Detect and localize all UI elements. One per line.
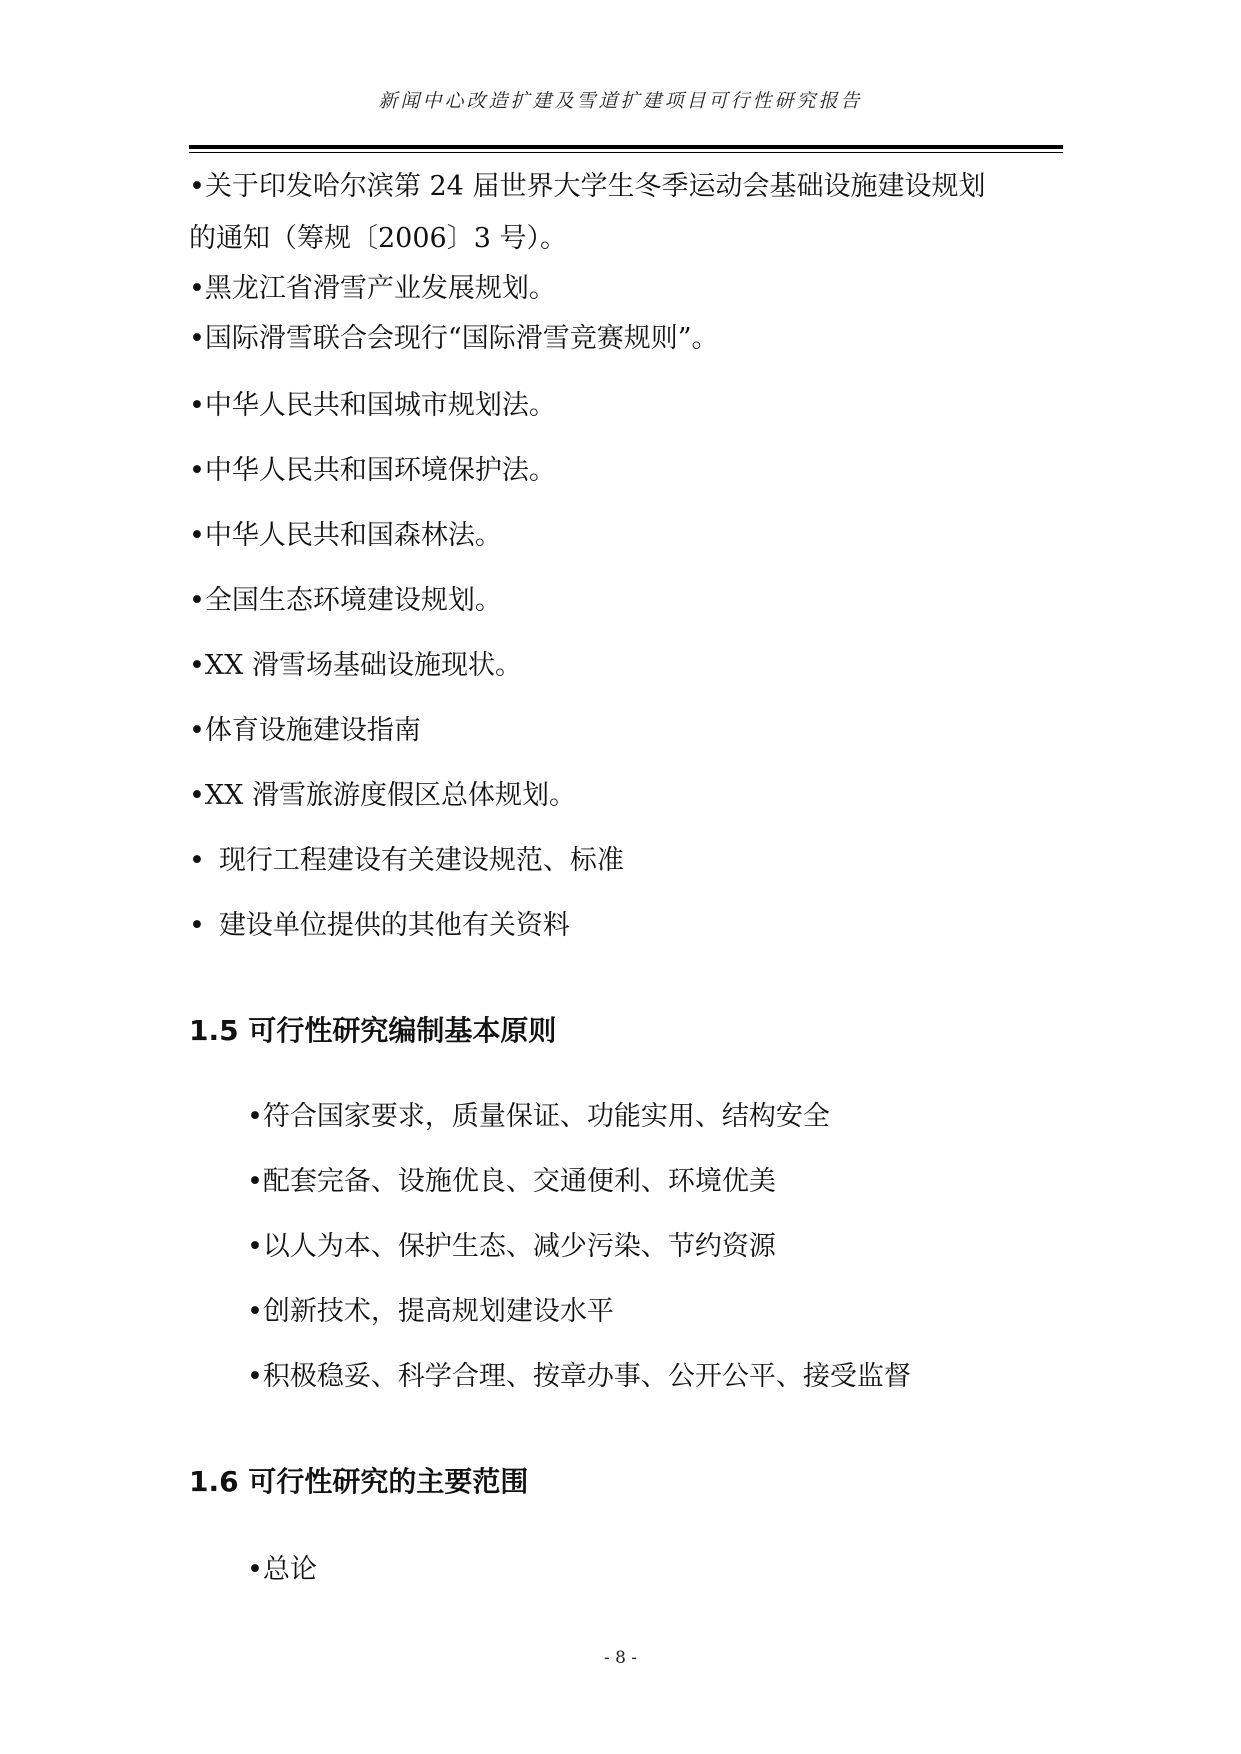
section-heading-1-6: 1.6 可行性研究的主要范围 xyxy=(189,1465,529,1498)
list-item: •积极稳妥、科学合理、按章办事、公开公平、接受监督 xyxy=(247,1361,911,1392)
list-item: •创新技术，提高规划建设水平 xyxy=(247,1296,614,1327)
list-item: •总论 xyxy=(247,1554,317,1585)
bullet: • xyxy=(189,910,205,941)
list-item: •全国生态环境建设规划。 xyxy=(189,585,502,616)
list-item: •黑龙江省滑雪产业发展规划。 xyxy=(189,273,556,304)
list-item: •以人为本、保护生态、减少污染、节约资源 xyxy=(247,1231,776,1262)
list-item: •配套完备、设施优良、交通便利、环境优美 xyxy=(247,1166,776,1197)
list-item: •中华人民共和国城市规划法。 xyxy=(189,390,556,421)
list-item-continuation: 的通知（筹规〔2006〕3 号）。 xyxy=(189,223,567,254)
list-item-text: 建设单位提供的其他有关资料 xyxy=(218,910,570,941)
list-item: •XX 滑雪场基础设施现状。 xyxy=(189,650,522,681)
header-rule-thin xyxy=(189,152,1063,153)
list-item: •XX 滑雪旅游度假区总体规划。 xyxy=(189,780,576,811)
list-item: •国际滑雪联合会现行“国际滑雪竞赛规则”。 xyxy=(189,323,719,354)
section-heading-1-5: 1.5 可行性研究编制基本原则 xyxy=(189,1014,557,1047)
list-item-text: 现行工程建设有关建设规范、标准 xyxy=(218,845,624,876)
bullet: • xyxy=(189,845,205,876)
list-item: •关于印发哈尔滨第 24 届世界大学生冬季运动会基础设施建设规划 xyxy=(189,171,986,202)
header-rule-thick xyxy=(189,145,1063,149)
list-item xyxy=(189,909,570,943)
running-header-title: 新闻中心改造扩建及雪道扩建项目可行性研究报告 xyxy=(378,90,863,112)
list-item: •中华人民共和国森林法。 xyxy=(189,520,502,551)
list-item: •符合国家要求，质量保证、功能实用、结构安全 xyxy=(247,1101,830,1132)
page-number: - 8 - xyxy=(603,1648,638,1668)
list-item: •中华人民共和国环境保护法。 xyxy=(189,455,556,486)
list-item: •体育设施建设指南 xyxy=(189,715,421,746)
list-item xyxy=(189,844,624,878)
